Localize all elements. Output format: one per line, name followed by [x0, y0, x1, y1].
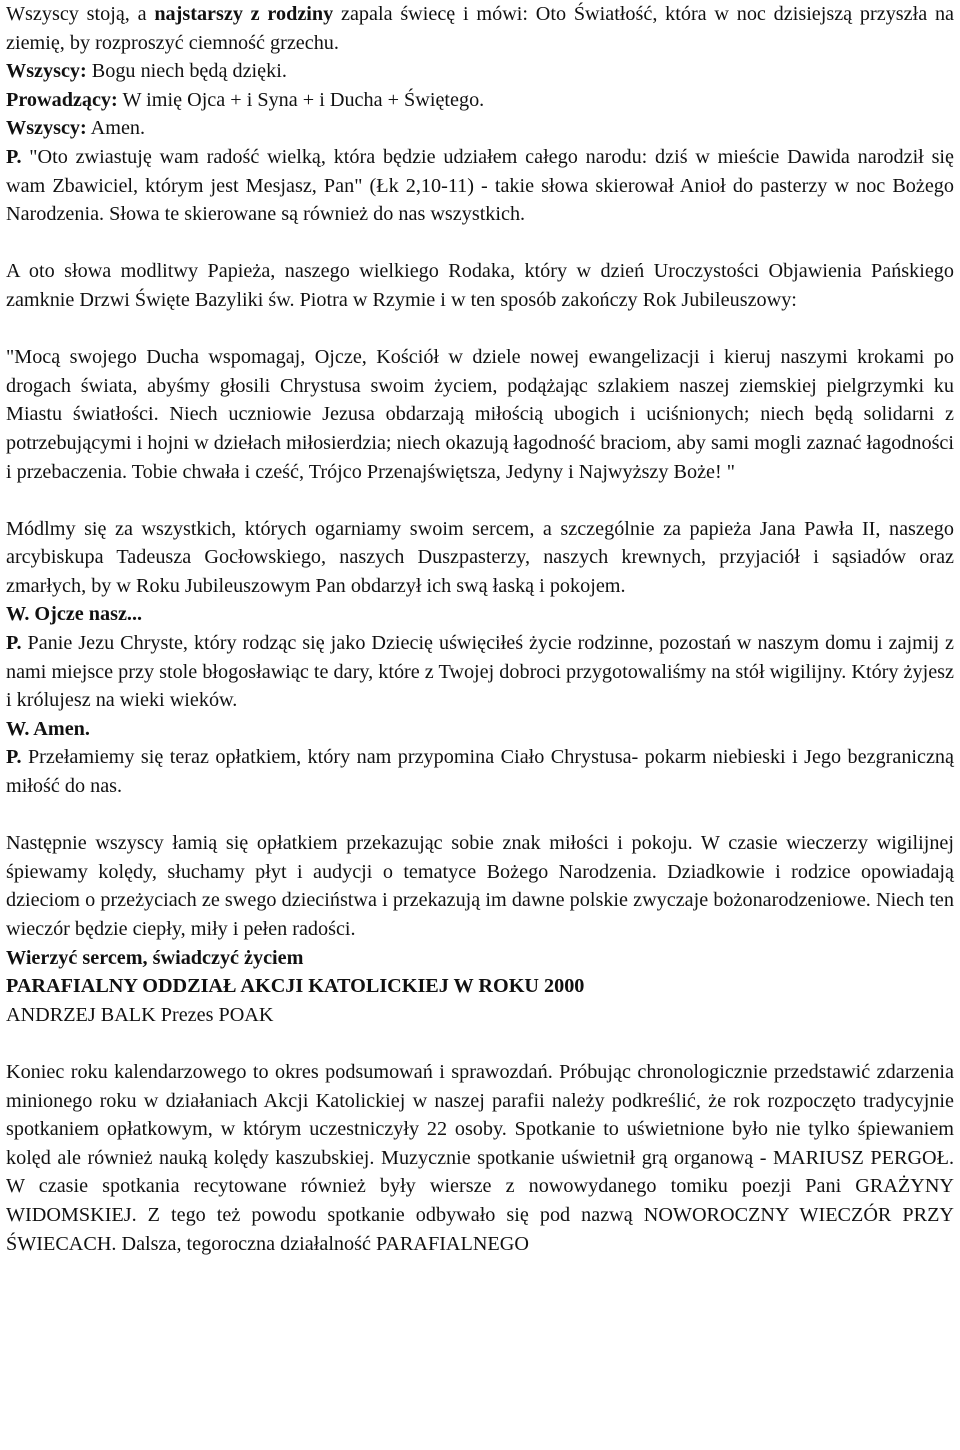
- line-response-amen: [6, 114, 954, 143]
- text-candle: zapala świecę i mówi: Oto Światłość, która w noc dzisiejszą przyszła na ziemię, by rozproszyć ciemność grzechu.: [6, 3, 954, 54]
- speaker-label: Wszyscy:: [6, 60, 87, 83]
- paragraph-wafer: [6, 743, 954, 800]
- paragraph-gospel: [6, 143, 954, 229]
- spacer: [6, 229, 954, 258]
- line-our-father: [6, 600, 954, 629]
- text-eldest: najstarszy z rodziny: [154, 3, 334, 25]
- speaker-label: Wszyscy:: [6, 117, 87, 140]
- paragraph-blessing: [6, 629, 954, 715]
- line-amen: [6, 715, 954, 744]
- line-response-thanks: [6, 57, 954, 86]
- speaker-label: P.: [6, 632, 22, 655]
- blessing-text: Panie Jezu Chryste, który rodząc się jako Dziecię uświęciłeś życie rodzinne, pozostań w naszym domu i zajmij z nami miejsce przy stole błogosławiąc te dary, które z Twojej dobroci przygotowaliśmy na stół wigilijny. Który żyjesz i królujesz na wieki wieków.: [6, 632, 954, 712]
- paragraph-candle: [6, 0, 954, 57]
- our-father-text: W. Ojcze nasz...: [6, 603, 143, 626]
- paragraph-pope-intro: A oto słowa modlitwy Papieża, naszego wielkiego Rodaka, który w dzień Uroczystości Objawienia Pańskiego zamknie Drzwi Święte Bazyliki św. Piotra w Rzymie i w ten sposób zakończy Rok Jubileuszowy:: [6, 260, 954, 311]
- speaker-label: P.: [6, 145, 22, 168]
- response-text: Amen.: [86, 117, 146, 140]
- paragraph-prayer: "Mocą swojego Ducha wspomagaj, Ojcze, Kościół w dziele nowej ewangelizacji i kieruj naszymi krokami po drogach świata, abyśmy głosili Chrystusa swoim życiem, podążając szlakiem naszej ziemskiej pielgrzymki ku Miastu światłości. Niech uczniowie Jezusa obdarzają miłością ubogich i uciśnionych; niech będą solidarni z potrzebującymi i hojni w dziełach miłosierdzia; niech okazują łagodność braciom, aby sami mogli zaznać łagodności i przebaczenia. Tobie chwała i cześć, Trójco Przenajświętsza, Jedyny i Najwyższy Boże! ": [6, 346, 954, 483]
- heading-author: ANDRZEJ BALK Prezes POAK: [6, 1003, 274, 1026]
- spacer: [6, 315, 954, 344]
- line-leader-sign: [6, 86, 954, 115]
- spacer: [6, 1029, 954, 1058]
- amen-text: W. Amen.: [6, 717, 90, 740]
- spacer: [6, 486, 954, 515]
- motto-text: Wierzyć sercem, świadczyć życiem: [6, 946, 304, 969]
- wafer-text: Przełamiemy się teraz opłatkiem, który nam przypomina Ciało Chrystusa- pokarm niebieski i Jego bezgraniczną miłość do nas.: [6, 746, 954, 798]
- response-text: Bogu niech będą dzięki.: [86, 60, 287, 83]
- speaker-label: Prowadzący:: [6, 88, 118, 111]
- heading-section: [6, 972, 954, 1001]
- section-title: PARAFIALNY ODDZIAŁ AKCJI KATOLICKIEJ W ROKU 2000: [6, 975, 585, 998]
- text-lead: Wszyscy stoją, a: [6, 3, 155, 25]
- speaker-label: P.: [6, 746, 22, 769]
- spacer: [6, 801, 954, 830]
- paragraph-report: Koniec roku kalendarzowego to okres podsumowań i sprawozdań. Próbując chronologicznie przedstawić zdarzenia minionego roku w działaniach Akcji Katolickiej w naszej parafii należy podkreślić, że rok rozpoczęto tradycyjnie spotkaniem opłatkowym, w którym uczestniczyły 22 osoby. Spotkanie to uświetnione było nie tylko śpiewaniem kolęd ale również nauką kolędy kaszubskiej. Muzycznie spotkanie uświetnił grą organową - MARIUSZ PERGOŁ. W czasie spotkania recytowane również były wiersze z nowowydanego tomiku poezji Pani GRAŻYNY WIDOMSKIEJ. Z tego też powodu spotkanie odbywało się pod nazwą NOWOROCZNY WIECZÓR PRZY ŚWIECACH. Dalsza, tegoroczna działalność PARAFIALNEGO: [6, 1060, 954, 1255]
- heading-motto: [6, 944, 954, 973]
- paragraph-pray-for-all: Módlmy się za wszystkich, których ogarniamy swoim sercem, a szczególnie za papieża Jana Pawła II, naszego arcybiskupa Tadeusza Gocłowskiego, naszych Duszpasterzy, naszych krewnych, przyjaciół i sąsiadów oraz zmarłych, by w Roku Jubileuszowym Pan obdarzył ich swą łaską i pokojem.: [6, 517, 954, 597]
- leader-text: W imię Ojca + i Syna + i Ducha + Świętego.: [117, 88, 485, 111]
- document-page: [6, 0, 954, 1258]
- paragraph-next: Następnie wszyscy łamią się opłatkiem przekazując sobie znak miłości i pokoju. W czasie wieczerzy wigilijnej śpiewamy kolędy, słuchamy płyt i audycji o tematyce Bożego Narodzenia. Dziadkowie i rodzice opowiadają dzieciom o przeżyciach ze swego dzieciństwa i przekazują im dawne polskie zwyczaje bożonarodzeniowe. Niech ten wieczór będzie ciepły, miły i pełen radości.: [6, 832, 954, 940]
- gospel-text: "Oto zwiastuję wam radość wielką, która będzie udziałem całego narodu: dziś w mieście Dawida narodził się wam Zbawiciel, którym jest Mesjasz, Pan" (Łk 2,10-11) - takie słowa skierował Anioł do pasterzy w noc Bożego Narodzenia. Słowa te skierowane są również do nas wszystkich.: [6, 145, 954, 226]
